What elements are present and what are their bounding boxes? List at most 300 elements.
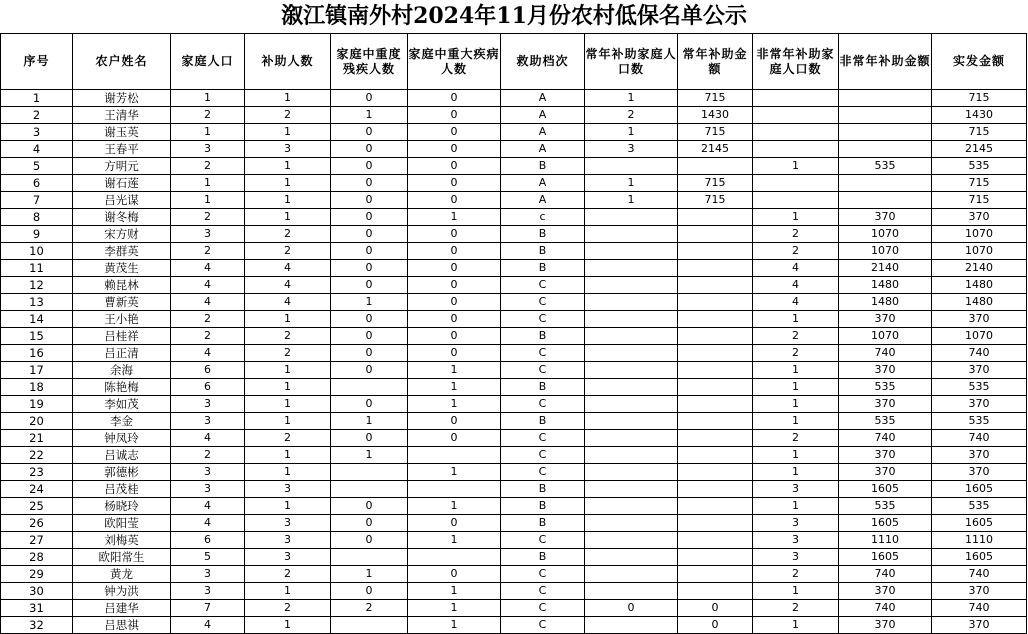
cell-regular-amount bbox=[678, 481, 753, 498]
cell-seq: 29 bbox=[1, 566, 73, 583]
cell-disabled-count: 0 bbox=[331, 311, 408, 328]
cell-illness-count: 0 bbox=[408, 277, 501, 294]
cell-name: 王春平 bbox=[73, 141, 171, 158]
cell-regular-count bbox=[585, 464, 678, 481]
cell-nonregular-amount: 370 bbox=[839, 617, 932, 634]
table-row bbox=[1, 481, 1027, 498]
cell-level: B bbox=[501, 379, 585, 396]
cell-nonregular-amount bbox=[839, 107, 932, 124]
cell-household-size: 6 bbox=[171, 362, 245, 379]
cell-actual-amount: 2140 bbox=[932, 260, 1027, 277]
cell-level: B bbox=[501, 498, 585, 515]
cell-name: 吕正清 bbox=[73, 345, 171, 362]
header-illness-count: 家庭中重大疾病人数 bbox=[408, 34, 501, 90]
cell-name: 李群英 bbox=[73, 243, 171, 260]
cell-nonregular-amount: 535 bbox=[839, 498, 932, 515]
header-seq: 序号 bbox=[1, 34, 73, 90]
cell-nonregular-count: 3 bbox=[753, 515, 839, 532]
cell-subsidized-count: 2 bbox=[245, 328, 331, 345]
cell-actual-amount: 1110 bbox=[932, 532, 1027, 549]
cell-subsidized-count: 3 bbox=[245, 549, 331, 566]
cell-name: 李金 bbox=[73, 413, 171, 430]
cell-seq: 22 bbox=[1, 447, 73, 464]
cell-level: C bbox=[501, 294, 585, 311]
cell-disabled-count: 0 bbox=[331, 277, 408, 294]
header-regular-count: 常年补助家庭人口数 bbox=[585, 34, 678, 90]
table-row bbox=[1, 192, 1027, 209]
cell-name: 黄龙 bbox=[73, 566, 171, 583]
cell-disabled-count: 1 bbox=[331, 413, 408, 430]
table-row bbox=[1, 532, 1027, 549]
cell-nonregular-count: 4 bbox=[753, 260, 839, 277]
table-row bbox=[1, 158, 1027, 175]
cell-regular-count bbox=[585, 345, 678, 362]
cell-regular-count bbox=[585, 277, 678, 294]
cell-household-size: 3 bbox=[171, 413, 245, 430]
cell-actual-amount: 1605 bbox=[932, 515, 1027, 532]
cell-regular-amount: 0 bbox=[678, 617, 753, 634]
cell-subsidized-count: 3 bbox=[245, 532, 331, 549]
cell-level: C bbox=[501, 566, 585, 583]
cell-level: C bbox=[501, 277, 585, 294]
cell-regular-amount bbox=[678, 328, 753, 345]
cell-subsidized-count: 2 bbox=[245, 226, 331, 243]
cell-seq: 18 bbox=[1, 379, 73, 396]
cell-nonregular-amount: 1480 bbox=[839, 277, 932, 294]
cell-subsidized-count: 1 bbox=[245, 311, 331, 328]
cell-subsidized-count: 2 bbox=[245, 243, 331, 260]
cell-illness-count: 0 bbox=[408, 260, 501, 277]
cell-subsidized-count: 1 bbox=[245, 158, 331, 175]
cell-illness-count: 0 bbox=[408, 515, 501, 532]
cell-nonregular-amount: 2140 bbox=[839, 260, 932, 277]
cell-regular-count: 1 bbox=[585, 192, 678, 209]
cell-seq: 26 bbox=[1, 515, 73, 532]
cell-subsidized-count: 1 bbox=[245, 464, 331, 481]
cell-subsidized-count: 1 bbox=[245, 124, 331, 141]
cell-seq: 2 bbox=[1, 107, 73, 124]
cell-illness-count: 1 bbox=[408, 209, 501, 226]
cell-nonregular-amount: 1605 bbox=[839, 481, 932, 498]
cell-nonregular-amount: 370 bbox=[839, 362, 932, 379]
cell-household-size: 2 bbox=[171, 311, 245, 328]
cell-regular-amount: 715 bbox=[678, 175, 753, 192]
cell-actual-amount: 535 bbox=[932, 158, 1027, 175]
cell-nonregular-count: 1 bbox=[753, 464, 839, 481]
cell-disabled-count: 0 bbox=[331, 430, 408, 447]
cell-disabled-count: 0 bbox=[331, 362, 408, 379]
cell-name: 谢芳松 bbox=[73, 90, 171, 107]
cell-household-size: 3 bbox=[171, 396, 245, 413]
cell-regular-amount bbox=[678, 345, 753, 362]
table-row bbox=[1, 277, 1027, 294]
cell-regular-amount bbox=[678, 362, 753, 379]
cell-name: 谢玉英 bbox=[73, 124, 171, 141]
cell-name: 钟凤玲 bbox=[73, 430, 171, 447]
cell-name: 赖昆林 bbox=[73, 277, 171, 294]
cell-nonregular-count bbox=[753, 107, 839, 124]
table-row bbox=[1, 90, 1027, 107]
cell-household-size: 6 bbox=[171, 532, 245, 549]
cell-regular-count: 1 bbox=[585, 175, 678, 192]
cell-nonregular-count: 1 bbox=[753, 158, 839, 175]
cell-regular-count bbox=[585, 158, 678, 175]
cell-illness-count: 0 bbox=[408, 192, 501, 209]
cell-household-size: 2 bbox=[171, 158, 245, 175]
table-row bbox=[1, 549, 1027, 566]
cell-illness-count: 1 bbox=[408, 396, 501, 413]
cell-household-size: 4 bbox=[171, 430, 245, 447]
cell-level: C bbox=[501, 430, 585, 447]
cell-disabled-count: 0 bbox=[331, 175, 408, 192]
cell-nonregular-amount: 1070 bbox=[839, 226, 932, 243]
cell-household-size: 1 bbox=[171, 124, 245, 141]
cell-nonregular-amount: 1110 bbox=[839, 532, 932, 549]
cell-regular-amount bbox=[678, 447, 753, 464]
cell-nonregular-count: 2 bbox=[753, 226, 839, 243]
cell-regular-amount: 715 bbox=[678, 124, 753, 141]
cell-nonregular-amount: 370 bbox=[839, 396, 932, 413]
cell-name: 方明元 bbox=[73, 158, 171, 175]
cell-subsidized-count: 2 bbox=[245, 345, 331, 362]
cell-nonregular-count: 2 bbox=[753, 566, 839, 583]
cell-actual-amount: 2145 bbox=[932, 141, 1027, 158]
cell-regular-count bbox=[585, 226, 678, 243]
cell-disabled-count: 1 bbox=[331, 566, 408, 583]
cell-level: A bbox=[501, 124, 585, 141]
cell-illness-count bbox=[408, 447, 501, 464]
table-row bbox=[1, 328, 1027, 345]
cell-regular-count bbox=[585, 583, 678, 600]
cell-name: 陈艳梅 bbox=[73, 379, 171, 396]
cell-name: 黄茂生 bbox=[73, 260, 171, 277]
cell-nonregular-amount: 1480 bbox=[839, 294, 932, 311]
cell-actual-amount: 535 bbox=[932, 413, 1027, 430]
cell-regular-amount: 715 bbox=[678, 90, 753, 107]
cell-disabled-count: 0 bbox=[331, 532, 408, 549]
cell-regular-count bbox=[585, 243, 678, 260]
cell-household-size: 2 bbox=[171, 447, 245, 464]
cell-disabled-count: 0 bbox=[331, 209, 408, 226]
cell-nonregular-count: 1 bbox=[753, 413, 839, 430]
header-level: 救助档次 bbox=[501, 34, 585, 90]
cell-nonregular-amount bbox=[839, 192, 932, 209]
cell-nonregular-count: 3 bbox=[753, 481, 839, 498]
cell-nonregular-count bbox=[753, 141, 839, 158]
table-row bbox=[1, 124, 1027, 141]
cell-regular-amount bbox=[678, 277, 753, 294]
cell-subsidized-count: 4 bbox=[245, 294, 331, 311]
cell-regular-count bbox=[585, 481, 678, 498]
cell-disabled-count: 0 bbox=[331, 141, 408, 158]
cell-level: C bbox=[501, 617, 585, 634]
cell-illness-count bbox=[408, 481, 501, 498]
cell-illness-count: 1 bbox=[408, 379, 501, 396]
cell-nonregular-amount: 370 bbox=[839, 583, 932, 600]
cell-illness-count: 1 bbox=[408, 532, 501, 549]
cell-actual-amount: 535 bbox=[932, 498, 1027, 515]
cell-illness-count: 0 bbox=[408, 345, 501, 362]
cell-actual-amount: 715 bbox=[932, 124, 1027, 141]
cell-actual-amount: 1070 bbox=[932, 226, 1027, 243]
cell-subsidized-count: 4 bbox=[245, 260, 331, 277]
cell-nonregular-count: 2 bbox=[753, 345, 839, 362]
table-row bbox=[1, 379, 1027, 396]
cell-seq: 27 bbox=[1, 532, 73, 549]
cell-household-size: 4 bbox=[171, 617, 245, 634]
cell-regular-amount bbox=[678, 583, 753, 600]
cell-nonregular-count: 1 bbox=[753, 498, 839, 515]
cell-subsidized-count: 1 bbox=[245, 413, 331, 430]
header-household-size: 家庭人口 bbox=[171, 34, 245, 90]
cell-nonregular-count: 3 bbox=[753, 532, 839, 549]
cell-subsidized-count: 1 bbox=[245, 379, 331, 396]
cell-disabled-count: 1 bbox=[331, 447, 408, 464]
cell-nonregular-count: 1 bbox=[753, 209, 839, 226]
cell-actual-amount: 740 bbox=[932, 566, 1027, 583]
cell-actual-amount: 370 bbox=[932, 617, 1027, 634]
cell-disabled-count: 0 bbox=[331, 328, 408, 345]
cell-regular-count bbox=[585, 430, 678, 447]
table-row bbox=[1, 617, 1027, 634]
cell-regular-amount bbox=[678, 396, 753, 413]
cell-disabled-count: 0 bbox=[331, 124, 408, 141]
subsistence-list-table bbox=[0, 33, 1027, 634]
cell-regular-count bbox=[585, 311, 678, 328]
cell-actual-amount: 370 bbox=[932, 396, 1027, 413]
table-row bbox=[1, 226, 1027, 243]
table-row bbox=[1, 583, 1027, 600]
cell-name: 吕桂祥 bbox=[73, 328, 171, 345]
cell-level: B bbox=[501, 243, 585, 260]
cell-nonregular-amount: 1605 bbox=[839, 515, 932, 532]
header-nonregular-count: 非常年补助家庭人口数 bbox=[753, 34, 839, 90]
table-row bbox=[1, 447, 1027, 464]
cell-disabled-count: 0 bbox=[331, 226, 408, 243]
table-row bbox=[1, 243, 1027, 260]
cell-nonregular-count: 4 bbox=[753, 277, 839, 294]
cell-seq: 21 bbox=[1, 430, 73, 447]
cell-actual-amount: 715 bbox=[932, 192, 1027, 209]
cell-household-size: 4 bbox=[171, 277, 245, 294]
cell-nonregular-count: 2 bbox=[753, 328, 839, 345]
cell-level: C bbox=[501, 396, 585, 413]
cell-disabled-count: 0 bbox=[331, 345, 408, 362]
table-row bbox=[1, 600, 1027, 617]
cell-disabled-count: 0 bbox=[331, 396, 408, 413]
cell-nonregular-count bbox=[753, 175, 839, 192]
cell-household-size: 5 bbox=[171, 549, 245, 566]
cell-subsidized-count: 3 bbox=[245, 141, 331, 158]
cell-nonregular-amount: 740 bbox=[839, 430, 932, 447]
cell-actual-amount: 1070 bbox=[932, 243, 1027, 260]
cell-subsidized-count: 1 bbox=[245, 192, 331, 209]
cell-name: 吕思祺 bbox=[73, 617, 171, 634]
cell-illness-count: 0 bbox=[408, 566, 501, 583]
cell-disabled-count: 0 bbox=[331, 192, 408, 209]
cell-illness-count: 1 bbox=[408, 600, 501, 617]
cell-seq: 14 bbox=[1, 311, 73, 328]
cell-seq: 4 bbox=[1, 141, 73, 158]
cell-level: C bbox=[501, 600, 585, 617]
cell-level: B bbox=[501, 549, 585, 566]
cell-seq: 17 bbox=[1, 362, 73, 379]
cell-nonregular-amount bbox=[839, 141, 932, 158]
cell-actual-amount: 740 bbox=[932, 345, 1027, 362]
cell-level: A bbox=[501, 192, 585, 209]
cell-nonregular-amount: 370 bbox=[839, 311, 932, 328]
cell-disabled-count: 0 bbox=[331, 515, 408, 532]
cell-illness-count: 0 bbox=[408, 413, 501, 430]
cell-level: C bbox=[501, 464, 585, 481]
cell-disabled-count: 0 bbox=[331, 158, 408, 175]
cell-regular-amount bbox=[678, 158, 753, 175]
cell-level: B bbox=[501, 226, 585, 243]
cell-seq: 13 bbox=[1, 294, 73, 311]
cell-actual-amount: 740 bbox=[932, 600, 1027, 617]
cell-name: 李如茂 bbox=[73, 396, 171, 413]
cell-subsidized-count: 1 bbox=[245, 498, 331, 515]
cell-household-size: 4 bbox=[171, 260, 245, 277]
cell-actual-amount: 370 bbox=[932, 447, 1027, 464]
cell-regular-count bbox=[585, 379, 678, 396]
cell-level: B bbox=[501, 481, 585, 498]
cell-regular-count bbox=[585, 498, 678, 515]
cell-seq: 32 bbox=[1, 617, 73, 634]
cell-household-size: 4 bbox=[171, 294, 245, 311]
cell-subsidized-count: 1 bbox=[245, 362, 331, 379]
cell-regular-count: 0 bbox=[585, 600, 678, 617]
cell-disabled-count: 0 bbox=[331, 260, 408, 277]
cell-nonregular-amount: 370 bbox=[839, 464, 932, 481]
cell-nonregular-count: 2 bbox=[753, 430, 839, 447]
cell-nonregular-amount: 1605 bbox=[839, 549, 932, 566]
header-name: 农户姓名 bbox=[73, 34, 171, 90]
cell-regular-amount bbox=[678, 226, 753, 243]
cell-regular-count bbox=[585, 294, 678, 311]
cell-actual-amount: 1430 bbox=[932, 107, 1027, 124]
cell-regular-count bbox=[585, 566, 678, 583]
cell-subsidized-count: 4 bbox=[245, 277, 331, 294]
cell-regular-amount: 2145 bbox=[678, 141, 753, 158]
cell-actual-amount: 715 bbox=[932, 175, 1027, 192]
cell-illness-count: 1 bbox=[408, 583, 501, 600]
cell-seq: 23 bbox=[1, 464, 73, 481]
cell-disabled-count bbox=[331, 549, 408, 566]
cell-nonregular-count bbox=[753, 90, 839, 107]
cell-nonregular-count bbox=[753, 192, 839, 209]
cell-name: 郭德彬 bbox=[73, 464, 171, 481]
cell-seq: 24 bbox=[1, 481, 73, 498]
cell-actual-amount: 370 bbox=[932, 209, 1027, 226]
cell-regular-count bbox=[585, 209, 678, 226]
cell-seq: 7 bbox=[1, 192, 73, 209]
header-subsidized-count: 补助人数 bbox=[245, 34, 331, 90]
cell-household-size: 6 bbox=[171, 379, 245, 396]
cell-household-size: 1 bbox=[171, 175, 245, 192]
table-row bbox=[1, 141, 1027, 158]
cell-actual-amount: 370 bbox=[932, 362, 1027, 379]
cell-subsidized-count: 1 bbox=[245, 209, 331, 226]
cell-household-size: 3 bbox=[171, 226, 245, 243]
cell-regular-count bbox=[585, 515, 678, 532]
table-row bbox=[1, 175, 1027, 192]
cell-actual-amount: 1070 bbox=[932, 328, 1027, 345]
cell-regular-amount bbox=[678, 294, 753, 311]
cell-household-size: 4 bbox=[171, 515, 245, 532]
cell-actual-amount: 1605 bbox=[932, 549, 1027, 566]
cell-nonregular-amount bbox=[839, 124, 932, 141]
cell-regular-amount bbox=[678, 413, 753, 430]
cell-regular-count bbox=[585, 447, 678, 464]
cell-disabled-count: 2 bbox=[331, 600, 408, 617]
cell-level: C bbox=[501, 583, 585, 600]
cell-level: B bbox=[501, 328, 585, 345]
cell-subsidized-count: 1 bbox=[245, 447, 331, 464]
cell-illness-count: 0 bbox=[408, 328, 501, 345]
cell-level: C bbox=[501, 345, 585, 362]
cell-regular-amount: 0 bbox=[678, 600, 753, 617]
header-disabled-count: 家庭中重度残疾人数 bbox=[331, 34, 408, 90]
cell-disabled-count: 0 bbox=[331, 243, 408, 260]
cell-illness-count: 0 bbox=[408, 124, 501, 141]
cell-regular-count bbox=[585, 260, 678, 277]
cell-disabled-count bbox=[331, 379, 408, 396]
table-row bbox=[1, 464, 1027, 481]
cell-actual-amount: 370 bbox=[932, 583, 1027, 600]
cell-subsidized-count: 1 bbox=[245, 175, 331, 192]
cell-seq: 15 bbox=[1, 328, 73, 345]
cell-illness-count: 0 bbox=[408, 226, 501, 243]
table-header-row bbox=[1, 34, 1027, 90]
cell-subsidized-count: 1 bbox=[245, 396, 331, 413]
cell-illness-count: 0 bbox=[408, 294, 501, 311]
cell-disabled-count bbox=[331, 481, 408, 498]
cell-level: B bbox=[501, 260, 585, 277]
cell-seq: 5 bbox=[1, 158, 73, 175]
table-row bbox=[1, 107, 1027, 124]
cell-level: B bbox=[501, 515, 585, 532]
cell-seq: 3 bbox=[1, 124, 73, 141]
table-row bbox=[1, 362, 1027, 379]
cell-name: 曹新英 bbox=[73, 294, 171, 311]
cell-level: C bbox=[501, 362, 585, 379]
cell-subsidized-count: 3 bbox=[245, 481, 331, 498]
cell-actual-amount: 715 bbox=[932, 90, 1027, 107]
cell-nonregular-count: 1 bbox=[753, 617, 839, 634]
cell-subsidized-count: 2 bbox=[245, 566, 331, 583]
cell-level: A bbox=[501, 90, 585, 107]
cell-illness-count: 1 bbox=[408, 362, 501, 379]
cell-subsidized-count: 1 bbox=[245, 90, 331, 107]
cell-illness-count: 0 bbox=[408, 107, 501, 124]
cell-household-size: 7 bbox=[171, 600, 245, 617]
cell-household-size: 3 bbox=[171, 583, 245, 600]
cell-household-size: 2 bbox=[171, 328, 245, 345]
cell-seq: 20 bbox=[1, 413, 73, 430]
cell-name: 杨晓玲 bbox=[73, 498, 171, 515]
cell-regular-count bbox=[585, 328, 678, 345]
cell-nonregular-amount bbox=[839, 90, 932, 107]
cell-seq: 31 bbox=[1, 600, 73, 617]
cell-nonregular-count bbox=[753, 124, 839, 141]
header-nonregular-amount: 非常年补助金额 bbox=[839, 34, 932, 90]
cell-nonregular-count: 2 bbox=[753, 243, 839, 260]
header-actual-amount: 实发金额 bbox=[932, 34, 1027, 90]
cell-subsidized-count: 2 bbox=[245, 107, 331, 124]
cell-regular-amount bbox=[678, 243, 753, 260]
cell-regular-count: 3 bbox=[585, 141, 678, 158]
